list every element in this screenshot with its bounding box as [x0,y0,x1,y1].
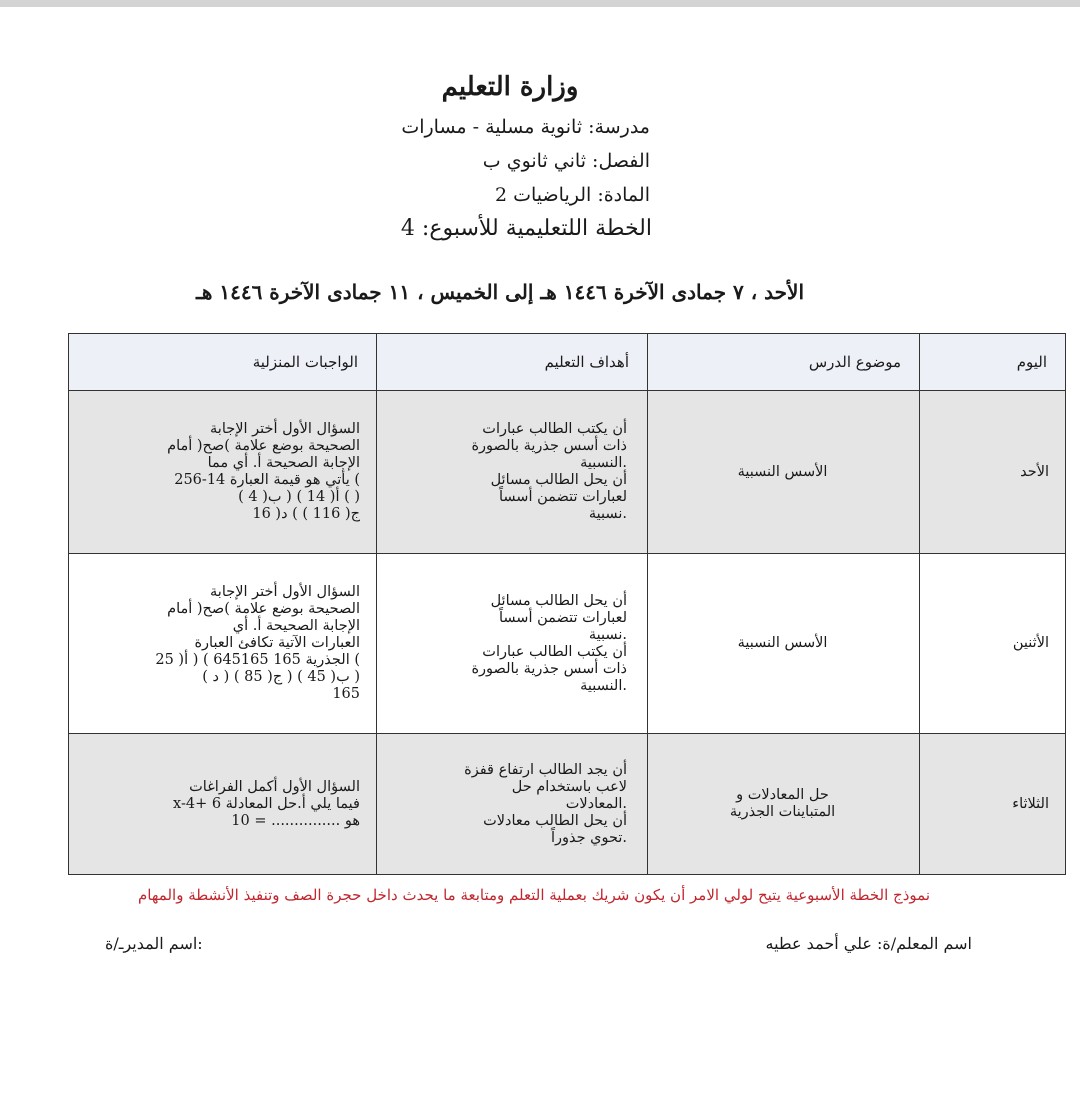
goals-cell [377,391,648,554]
topic-cell [648,391,920,554]
header-day: اليوم [920,334,1066,391]
weekly-plan-table [68,333,1066,875]
day-label: الأحد [1020,463,1049,480]
day-cell [920,554,1066,734]
homework-cell [69,734,377,875]
ministry-title: وزارة التعليم [441,72,579,102]
school-name: مدرسة: ثانوية مسلية - مسارات [401,116,650,138]
document-header [300,72,660,246]
topic-label: الأسس النسبية [737,463,828,480]
goals-text: أن يحل الطالب مسائل لعبارات تتضمن أسساً .نسبية أن يكتب الطالب عبارات ذات أسس جذرية بالصورة .النسبية [471,592,627,694]
topic-label: حل المعادلات و المتباينات الجذرية [729,787,836,820]
homework-text: السؤال الأول أختر الإجابة الصحيحة بوضع علامة )صح( أمام الإجابة الصحيحة أ. أي العبارات الآتية تكافئ العبارة ) الجذرية 165 645165 ) ( أ( 25 ( ب( 45 ) ( ج( 85 ) ( د ) 165 [155,584,360,702]
topic-cell [648,554,920,734]
goals-text: أن يكتب الطالب عبارات ذات أسس جذرية بالصورة .النسبية أن يحل الطالب مسائل لعبارات تتضمن أسساً .نسبية [471,421,627,522]
goals-text: أن يجد الطالب ارتفاع قفزة لاعب باستخدام حل .المعادلات أن يحل الطالب معادلات .تحوي جذوراً [464,761,627,846]
homework-cell [69,554,377,734]
table-header-row [69,334,1066,391]
header-homework: الواجبات المنزلية [69,334,377,391]
topic-cell [648,734,920,875]
day-label: الأثنين [1012,635,1049,651]
plan-title: الخطة اللتعليمية للأسبوع: 4 [400,216,652,241]
goals-cell [377,734,648,875]
parent-note: نموذج الخطة الأسبوعية يتيح لولي الامر أن يكون شريك بعملية التعلم ومتابعة ما يحدث داخل حجرة الصف وتنفيذ الأنشطة والمهام [138,886,930,904]
header-goals: أهداف التعليم [377,334,648,391]
goals-cell [377,554,648,734]
teacher-signature: اسم المعلم/ة: علي أحمد عطيه [765,934,972,953]
topic-label: الأسس النسبية [737,635,828,651]
subject-name: المادة: الرياضيات 2 [494,184,650,206]
table-row [69,554,1066,734]
top-border-strip [0,0,1080,7]
class-name: الفصل: ثاني ثانوي ب [482,150,650,172]
principal-signature: :اسم المديرـ/ة [105,934,203,953]
day-label: الثلاثاء [1012,795,1049,812]
homework-text: السؤال الأول أختر الإجابة الصحيحة بوضع علامة )صح( أمام الإجابة الصحيحة أ. أي مما ) يأتي هو قيمة العبارة 14-256 ( ) أ( 14 ) ( ب( 4 ) ج( 116 ) ) د( 16 [167,421,360,522]
day-cell [920,734,1066,875]
homework-text: السؤال الأول أكمل الفراغات فيما يلي أ.حل المعادلة x-4+ 6 هو ............... = 10 [173,778,360,829]
table-row [69,391,1066,554]
homework-cell [69,391,377,554]
day-cell [920,391,1066,554]
header-topic: موضوع الدرس [648,334,920,391]
table-row [69,734,1066,875]
date-range: الأحد ، ٧ جمادى الآخرة ١٤٤٦ هـ إلى الخميس ، ١١ جمادى الآخرة ١٤٤٦ هـ [195,280,805,304]
